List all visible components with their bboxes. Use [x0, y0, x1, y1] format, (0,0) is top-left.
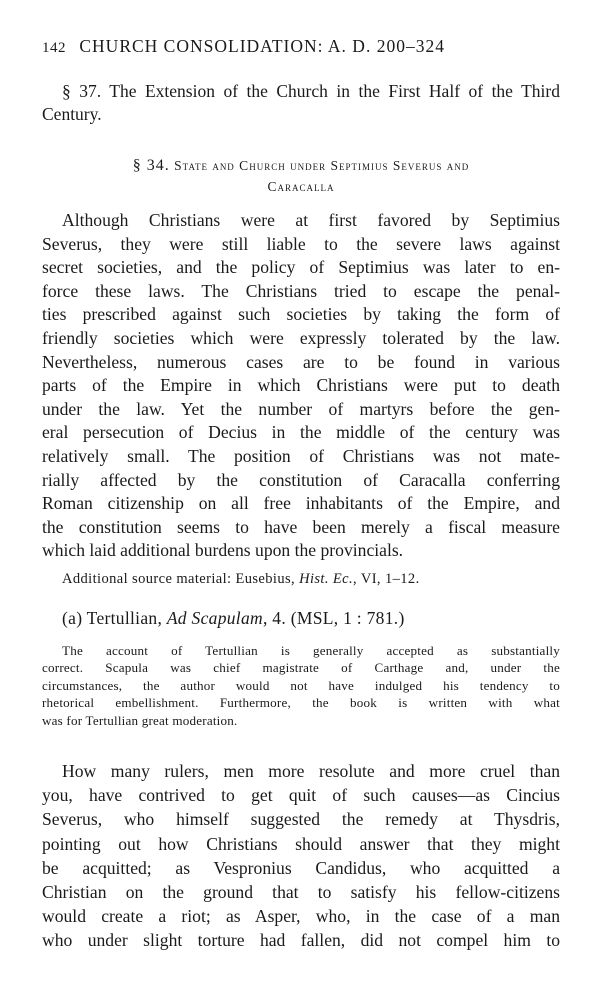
- body-line: force these laws. The Christians tried to escape the penal-: [42, 280, 560, 301]
- editorial-note: [42, 642, 560, 729]
- body-line: the constitution seems to have been merely a fiscal measure: [42, 516, 560, 537]
- body-line: rially affected by the constitution of Caracalla conferring: [42, 469, 560, 490]
- body-line: Nevertheless, numerous cases are to be found in various: [42, 351, 560, 372]
- note-line: correct. Scapula was chief magistrate of Carthage and, under the: [42, 660, 560, 676]
- subsection-a-heading: [62, 608, 405, 629]
- page-number: 142: [42, 40, 66, 56]
- body-line: under the law. Yet the number of martyrs before the gen-: [42, 398, 560, 419]
- quoted-source-text: [42, 759, 560, 953]
- section-34-number: § 34.: [132, 157, 170, 174]
- quote-line: would create a riot; as Asper, who, in the case of a man: [42, 906, 560, 927]
- quote-line: you, have contrived to get quit of such causes—as Cincius: [42, 785, 560, 806]
- quote-line: be acquitted; as Vespronius Candidus, who acquitted a: [42, 857, 560, 878]
- note-line: was for Tertullian great moderation.: [42, 712, 238, 728]
- section-34-line1: [42, 155, 560, 176]
- note-line: circumstances, the author would not have indulged his tendency to: [42, 677, 560, 693]
- body-line: ties prescribed against such societies by taking the form of: [42, 304, 560, 325]
- body-line: relatively small. The position of Christians was not mate-: [42, 445, 560, 466]
- section-34-title-line1: State and Church under Septimius Severus and: [174, 158, 470, 173]
- section-37-heading: § 37. The Extension of the Church in the First Half of the Third Century.: [42, 81, 560, 124]
- subsection-a-label: (a) Tertullian,: [62, 608, 167, 628]
- subsection-a-reference: , 4. (MSL, 1 : 781.): [262, 608, 405, 628]
- body-paragraph: [42, 209, 560, 563]
- source-work-title: Hist. Ec.: [299, 571, 354, 587]
- body-line: Although Christians were at first favored by Septimius: [62, 210, 560, 230]
- quote-line: How many rulers, men more resolute and more cruel than: [62, 761, 560, 781]
- additional-source-note: [62, 571, 420, 588]
- quote-line: pointing out how Christians should answer that they might: [42, 833, 560, 854]
- source-reference: , VI, 1–12.: [353, 571, 420, 587]
- running-head-title: CHURCH CONSOLIDATION: A. D. 200–324: [79, 36, 445, 56]
- body-line: friendly societies which were expressly tolerated by the law.: [42, 327, 560, 348]
- running-head: [42, 36, 560, 57]
- body-line: which laid additional burdens upon the provincials.: [42, 540, 404, 561]
- section-34-title-line2: Caracalla: [267, 179, 335, 194]
- section-34-heading: [42, 155, 560, 197]
- body-line: eral persecution of Decius in the middle of the century was: [42, 422, 560, 443]
- body-line: Roman citizenship on all free inhabitants of the Empire, and: [42, 493, 560, 514]
- subsection-a-work: Ad Scapulam: [166, 608, 263, 628]
- body-line: secret societies, and the policy of Septimius was later to en-: [42, 257, 560, 278]
- body-line: Severus, they were still liable to the severe laws against: [42, 233, 560, 254]
- source-prefix: Additional source material: Eusebius,: [62, 571, 300, 587]
- note-line: The account of Tertullian is generally accepted as substantially: [62, 643, 560, 658]
- body-line: parts of the Empire in which Christians were put to death: [42, 375, 560, 396]
- quote-line: Severus, who himself suggested the remedy at Thysdris,: [42, 809, 560, 830]
- note-line: rhetorical embellishment. Furthermore, the book is written with what: [42, 695, 560, 711]
- quote-line: who under slight torture had fallen, did not compel him to: [42, 930, 560, 951]
- quote-line: Christian on the ground that to satisfy his fellow-citizens: [42, 882, 560, 903]
